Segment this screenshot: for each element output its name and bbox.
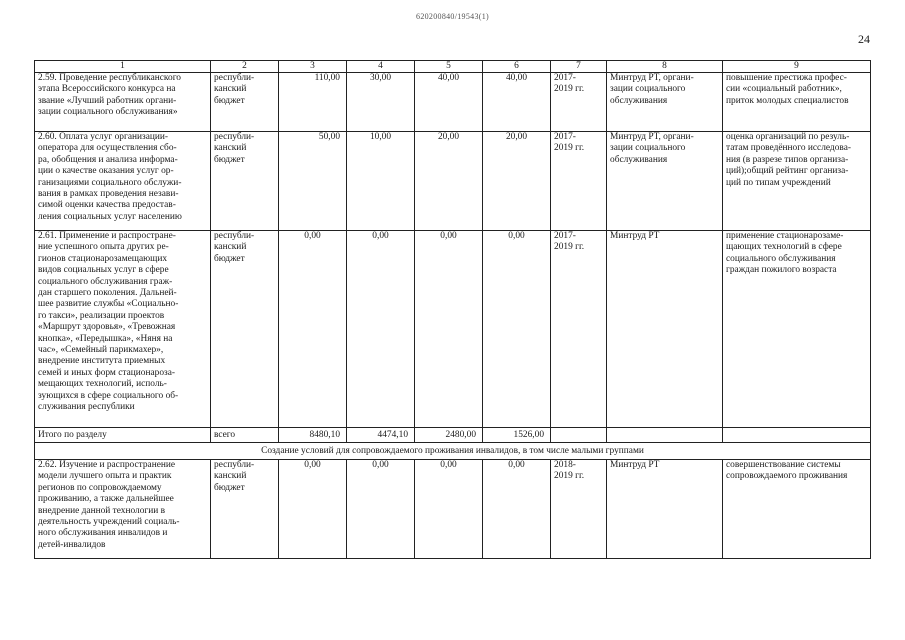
amount-2019: 0,00 — [483, 231, 551, 428]
table-row — [35, 132, 871, 231]
period: 2018- 2019 гг. — [551, 460, 607, 559]
section-title: Создание условий для сопровождаемого проживания инвалидов, в том числе малыми группами — [35, 443, 871, 460]
amount-total: 0,00 — [279, 231, 347, 428]
period: 2017- 2019 гг. — [551, 73, 607, 132]
funding-source: республи- канский бюджет — [211, 73, 279, 132]
section-header-row — [35, 443, 871, 460]
amount-2018: 0,00 — [415, 231, 483, 428]
executor: Минтруд РТ — [607, 460, 723, 559]
amount-2019: 0,00 — [483, 460, 551, 559]
amount-2017: 0,00 — [347, 231, 415, 428]
total-amount: 8480,10 — [279, 428, 347, 443]
document-id: 620200840/19543(1) — [416, 12, 489, 21]
amount-2019: 40,00 — [483, 73, 551, 132]
empty-cell — [551, 428, 607, 443]
table-row — [35, 460, 871, 559]
expected-result: применение стационарозаме- щающих технологий в сфере социального обслуживания граждан пожилого возраста — [723, 231, 871, 428]
measure-name: 2.61. Применение и распростране- ние успешного опыта других ре- гионов стационарозамещающих видов социальных услуг в сфере социального обслуживания граж- дан старшего поколения. Дальней- шее развитие службы «Социально- го такси», реализации проектов «Маршрут здоровья», «Тревожная кнопка», «Передышка», «Няня на час», «Семейный парикмахер», внедрение института приемных семей и иных форм стационарозa- мещающих технологий, исполь- зующихся в сфере социального об- служивания республики — [35, 231, 211, 428]
measure-name: 2.62. Изучение и распространение модели лучшего опыта и практик регионов по сопровождаемому проживанию, а также дальнейшее внедрение данной технологии в деятельность учреждений социаль- ного обслуживания инвалидов и детей-инвалидов — [35, 460, 211, 559]
amount-2018: 20,00 — [415, 132, 483, 231]
measure-name: 2.59. Проведение республиканского этапа Всероссийского конкурса на звание «Лучший работник органи- зации социального обслуживания» — [35, 73, 211, 132]
program-measures-table — [34, 60, 871, 559]
amount-2017: 0,00 — [347, 460, 415, 559]
amount-total: 0,00 — [279, 460, 347, 559]
funding-source: республи- канский бюджет — [211, 460, 279, 559]
total-2018: 2480,00 — [415, 428, 483, 443]
expected-result: повышение престижа профес- сии «социальный работник», приток молодых специалистов — [723, 73, 871, 132]
amount-2017: 30,00 — [347, 73, 415, 132]
total-2017: 4474,10 — [347, 428, 415, 443]
expected-result: совершенствование системы сопровождаемого проживания — [723, 460, 871, 559]
empty-cell — [607, 428, 723, 443]
executor: Минтруд РТ — [607, 231, 723, 428]
total-label: Итого по разделу — [35, 428, 211, 443]
column-number: 4 — [347, 61, 415, 73]
amount-2017: 10,00 — [347, 132, 415, 231]
executor: Минтруд РТ, органи- зации социального обслуживания — [607, 132, 723, 231]
amount-2018: 40,00 — [415, 73, 483, 132]
page-number: 24 — [858, 32, 870, 46]
column-number: 9 — [723, 61, 871, 73]
column-number: 1 — [35, 61, 211, 73]
table-row — [35, 73, 871, 132]
expected-result: оценка организаций по резуль- татам проведённого исследова- ния (в разрезе типов организа- ций);общий рейтинг организа- ций по типам учреждений — [723, 132, 871, 231]
column-number: 3 — [279, 61, 347, 73]
executor: Минтруд РТ, органи- зации социального обслуживания — [607, 73, 723, 132]
column-number-row — [35, 61, 871, 73]
column-number: 8 — [607, 61, 723, 73]
measure-name: 2.60. Оплата услуг организации- оператора для осуществления сбо- ра, обобщения и анализа информа- ции о качестве оказания услуг ор- ганизациями социального обслужи- вания в рамках проведения незави- симой оценки качества предостав- ления социальных услуг населению — [35, 132, 211, 231]
column-number: 7 — [551, 61, 607, 73]
period: 2017- 2019 гг. — [551, 231, 607, 428]
column-number: 6 — [483, 61, 551, 73]
amount-2018: 0,00 — [415, 460, 483, 559]
amount-total: 50,00 — [279, 132, 347, 231]
total-2019: 1526,00 — [483, 428, 551, 443]
period: 2017- 2019 гг. — [551, 132, 607, 231]
section-total-row — [35, 428, 871, 443]
empty-cell — [723, 428, 871, 443]
column-number: 2 — [211, 61, 279, 73]
column-number: 5 — [415, 61, 483, 73]
table-row — [35, 231, 871, 428]
funding-source: республи- канский бюджет — [211, 231, 279, 428]
amount-2019: 20,00 — [483, 132, 551, 231]
funding-source: республи- канский бюджет — [211, 132, 279, 231]
total-source: всего — [211, 428, 279, 443]
amount-total: 110,00 — [279, 73, 347, 132]
